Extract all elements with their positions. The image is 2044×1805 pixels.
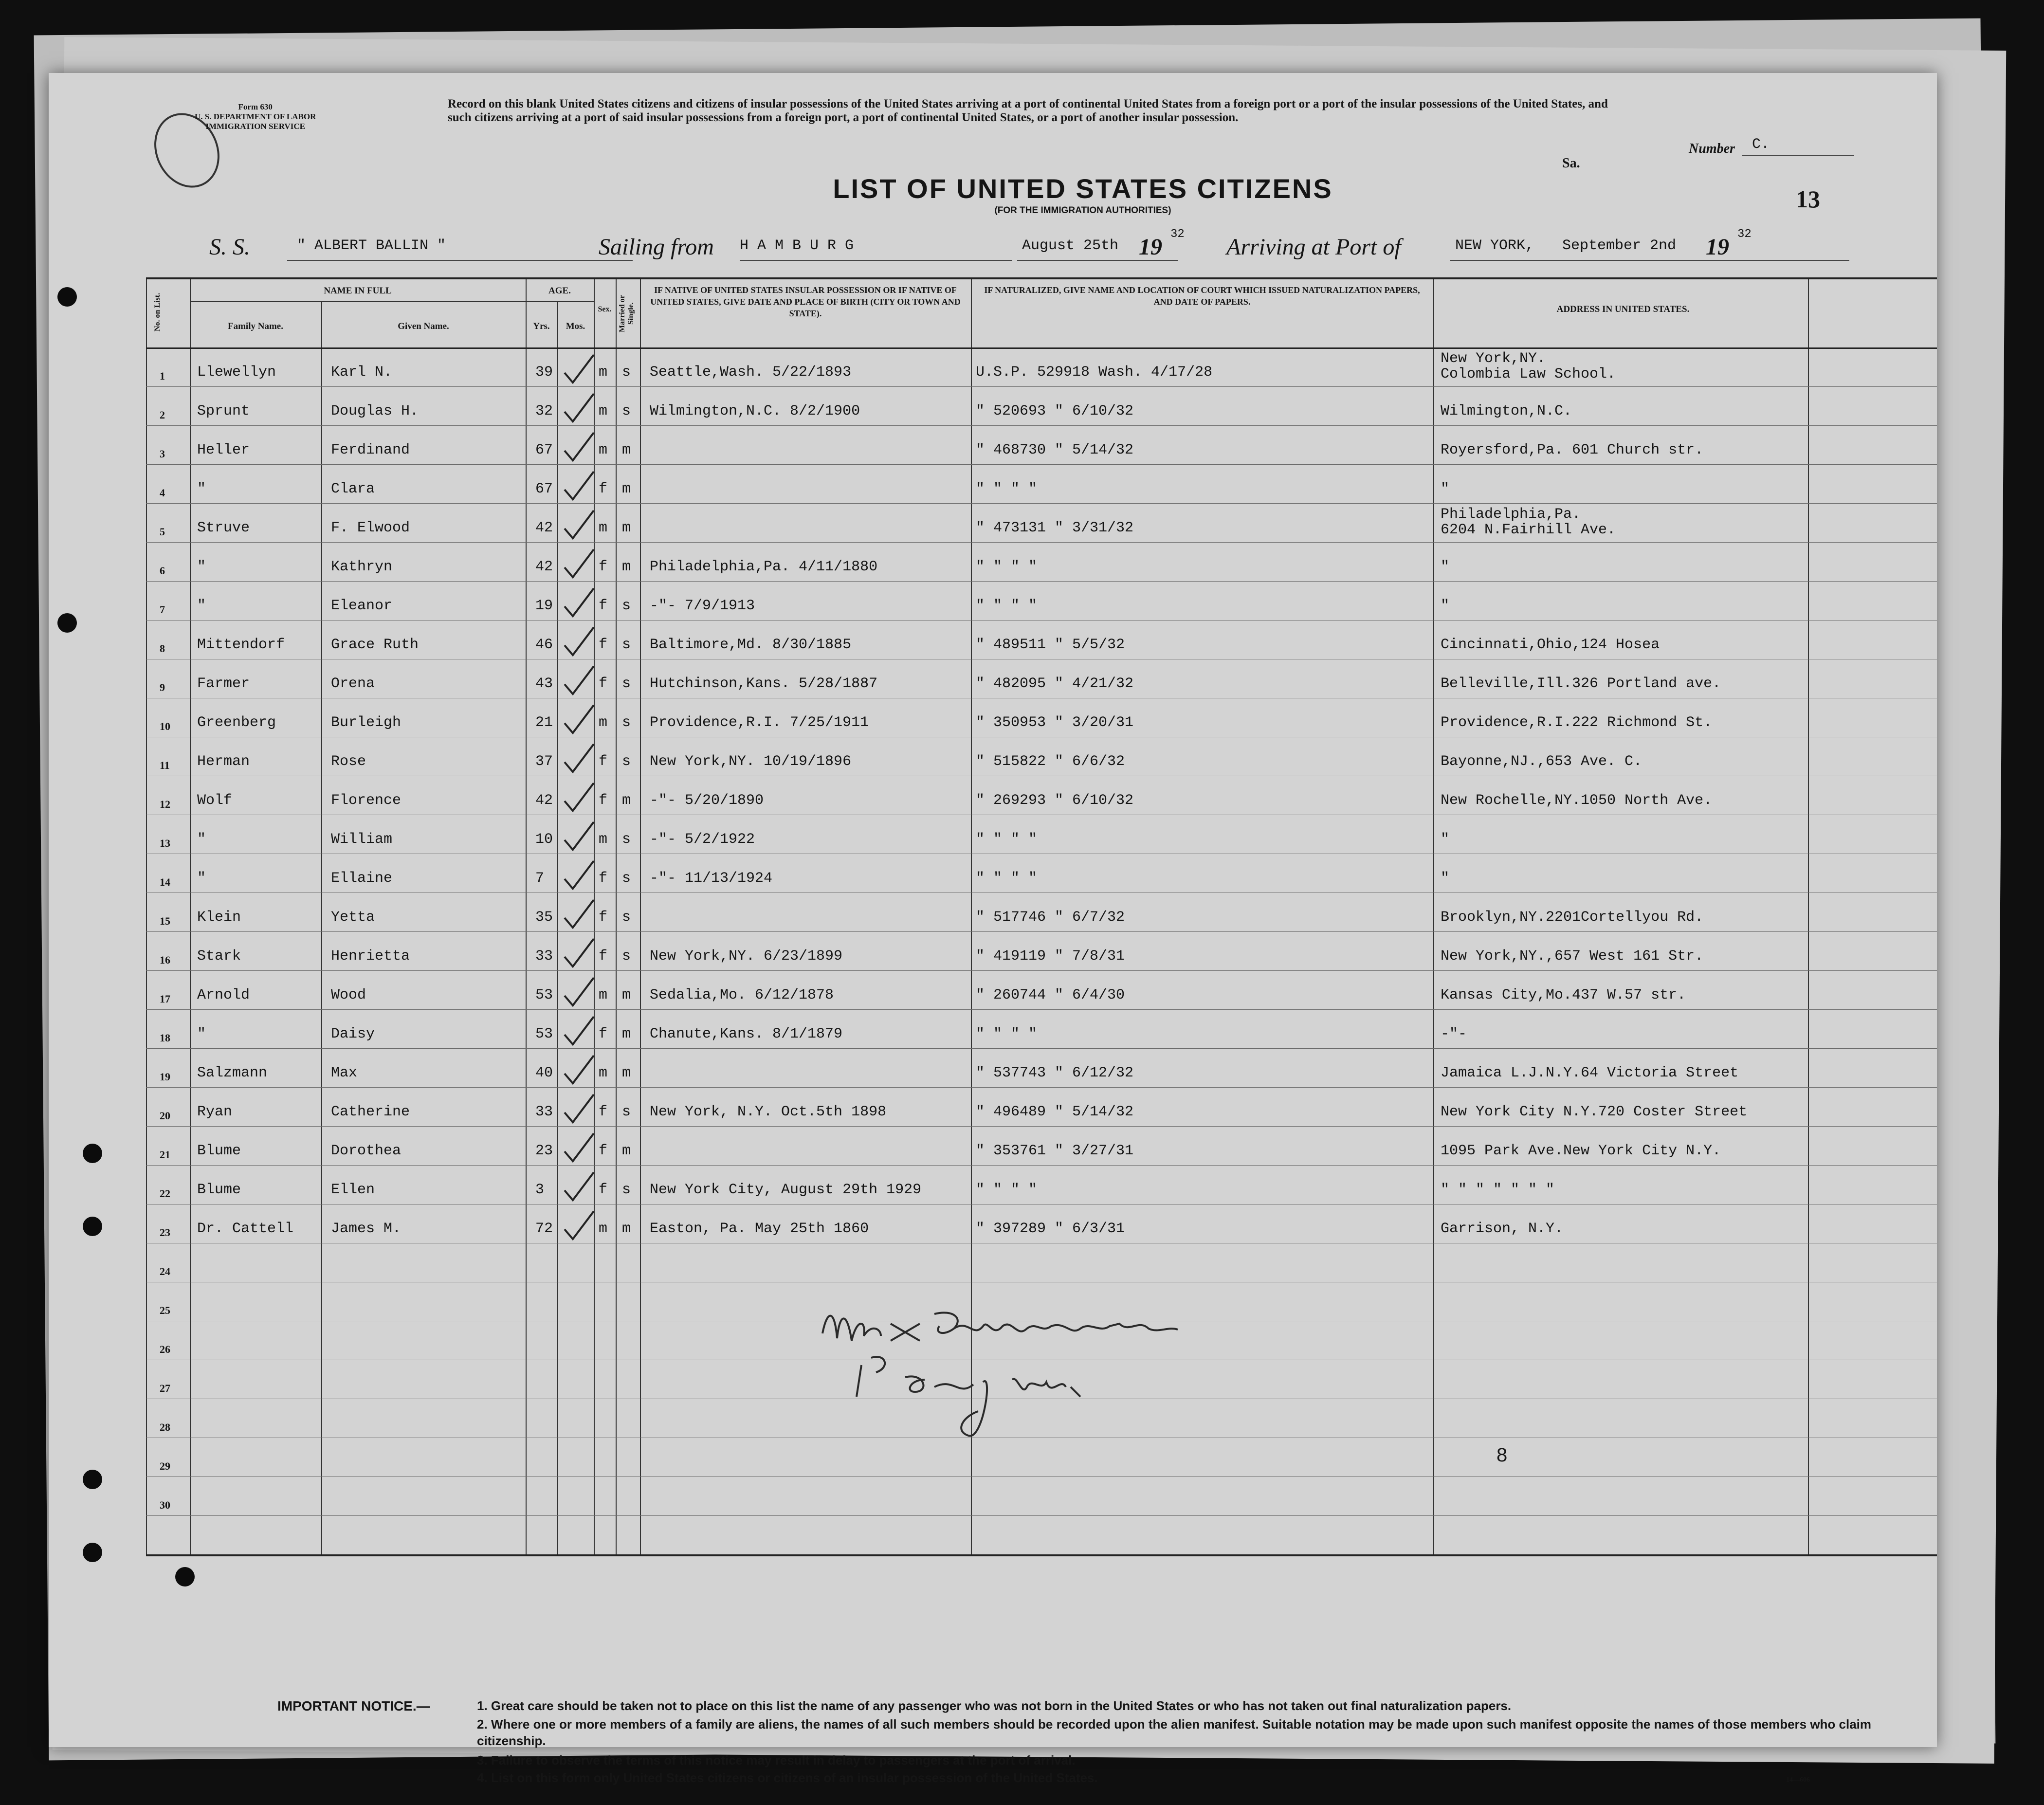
marital-status: s [622, 364, 631, 381]
row-number: 5 [160, 526, 165, 538]
sailing-label: Sailing from [599, 234, 714, 260]
marital-status: m [622, 1026, 631, 1042]
birth-place-date: -"- 11/13/1924 [650, 870, 773, 887]
departure-port: H A M B U R G [740, 237, 854, 254]
row-rule [146, 425, 1937, 426]
sex: m [599, 442, 608, 458]
age-years: 53 [535, 1026, 553, 1042]
year-prefix: 19 [1139, 234, 1162, 260]
row-number: 1 [160, 370, 165, 382]
address: New York,NY. [1441, 350, 1546, 367]
header-sex: Sex. [598, 305, 612, 313]
marital-status: s [622, 909, 631, 926]
check-mark-icon [562, 1209, 596, 1243]
given-name: Burleigh [331, 714, 402, 731]
family-name: Dr. Cattell [197, 1221, 294, 1237]
given-name: F. Elwood [331, 520, 410, 536]
arriving-label: Arriving at Port of [1226, 234, 1401, 260]
ship-name: " ALBERT BALLIN " [297, 237, 446, 254]
arrival-underline [1450, 260, 1849, 261]
given-name: Douglas H. [331, 403, 419, 419]
inspector-signature [808, 1299, 1246, 1445]
row-number: 30 [160, 1499, 170, 1511]
family-name: Wolf [197, 792, 233, 809]
given-name: Yetta [331, 909, 375, 926]
family-name: Herman [197, 753, 250, 770]
age-years: 42 [535, 559, 553, 575]
naturalization: " 269293 " 6/10/32 [976, 792, 1134, 809]
check-mark-icon [562, 1092, 596, 1126]
birth-place-date: Wilmington,N.C. 8/2/1900 [650, 403, 860, 419]
given-name: Rose [331, 753, 366, 770]
family-name: Ryan [197, 1104, 233, 1120]
given-name: Henrietta [331, 948, 410, 965]
age-years: 46 [535, 637, 553, 653]
age-years: 39 [535, 364, 553, 381]
sa-mark: Sa. [1562, 156, 1580, 171]
address: Jamaica L.J.N.Y.64 Victoria Street [1441, 1065, 1739, 1081]
family-name: Sprunt [197, 403, 250, 419]
birth-place-date: New York, N.Y. Oct.5th 1898 [650, 1104, 887, 1120]
sex: f [599, 1143, 608, 1159]
row-rule [146, 1009, 1937, 1010]
punch-hole [83, 1144, 102, 1163]
header-age: AGE. [548, 286, 571, 296]
row-number: 7 [160, 603, 165, 616]
age-years: 33 [535, 948, 553, 965]
marital-status: s [622, 1104, 631, 1120]
address-line-2: 6204 N.Fairhill Ave. [1441, 522, 1616, 538]
row-rule [146, 1048, 1937, 1049]
check-mark-icon [562, 547, 596, 581]
family-name: " [197, 1026, 206, 1042]
row-number: 11 [160, 759, 170, 771]
given-name: Karl N. [331, 364, 393, 381]
sex: f [599, 598, 608, 614]
row-number: 3 [160, 448, 165, 460]
naturalization: " " " " [976, 831, 1038, 848]
age-years: 72 [535, 1221, 553, 1237]
naturalization: " " " " [976, 1026, 1038, 1042]
birth-place-date: Seattle,Wash. 5/22/1893 [650, 364, 852, 381]
row-rule [146, 1165, 1937, 1166]
marital-status: s [622, 753, 631, 770]
check-mark-icon [562, 1131, 596, 1165]
number-underline [1742, 155, 1854, 156]
sex: m [599, 831, 608, 848]
check-mark-icon [562, 430, 596, 464]
sex: m [599, 1221, 608, 1237]
address: Royersford,Pa. 601 Church str. [1441, 442, 1704, 458]
check-mark-icon [562, 508, 596, 542]
naturalization: " 353761 " 3/27/31 [976, 1143, 1134, 1159]
age-years: 21 [535, 714, 553, 731]
sex: f [599, 675, 608, 692]
row-number: 22 [160, 1187, 170, 1200]
check-mark-icon [562, 781, 596, 815]
birth-place-date: Easton, Pa. May 25th 1860 [650, 1221, 869, 1237]
birth-place-date: New York,NY. 10/19/1896 [650, 753, 852, 770]
marital-status: m [622, 987, 631, 1003]
address: Garrison, N.Y. [1441, 1221, 1564, 1237]
age-years: 43 [535, 675, 553, 692]
given-name: Ellen [331, 1182, 375, 1198]
row-rule [146, 931, 1937, 932]
punch-hole [83, 1217, 102, 1236]
age-years: 67 [535, 442, 553, 458]
address: " [1441, 870, 1450, 887]
naturalization: " 468730 " 5/14/32 [976, 442, 1134, 458]
row-number: 23 [160, 1226, 170, 1239]
row-number: 4 [160, 487, 165, 499]
family-name: Heller [197, 442, 250, 458]
row-rule [146, 464, 1937, 465]
check-mark-icon [562, 391, 596, 425]
check-mark-icon [562, 469, 596, 503]
check-mark-icon [562, 1170, 596, 1204]
address: " [1441, 831, 1450, 848]
sheet-mark: 8 [1496, 1444, 1508, 1466]
arrival-date: September 2nd [1562, 237, 1677, 254]
naturalization: " 260744 " 6/4/30 [976, 987, 1125, 1003]
check-mark-icon [562, 820, 596, 854]
record-instructions: Record on this blank United States citizens and citizens of insular possessions of the United States arriving at a port of continental United States from a foreign port or a port of the insular possessions of the United States, and such citizens arriving at a port of said insular possessions from a foreign port, a port of continental United States, or a port of another insular possession. [448, 97, 1608, 124]
age-years: 32 [535, 403, 553, 419]
sex: f [599, 1182, 608, 1198]
row-rule [146, 542, 1937, 543]
punch-hole [175, 1567, 195, 1586]
check-mark-icon [562, 625, 596, 659]
age-years: 67 [535, 481, 553, 497]
marital-status: s [622, 675, 631, 692]
sex: f [599, 481, 608, 497]
given-name: Dorothea [331, 1143, 402, 1159]
punch-hole [83, 1543, 102, 1562]
sex: f [599, 753, 608, 770]
given-name: Orena [331, 675, 375, 692]
notice-label: IMPORTANT NOTICE.— [277, 1698, 430, 1714]
year-suffix: 32 [1737, 228, 1752, 241]
row-number: 16 [160, 954, 170, 966]
notice-code: 14—606 [1786, 1776, 1810, 1784]
row-number: 10 [160, 720, 170, 732]
address: " " " " " " " [1441, 1182, 1555, 1198]
family-name: Mittendorf [197, 637, 285, 653]
check-mark-icon [562, 897, 596, 931]
year-suffix: 32 [1170, 228, 1185, 241]
given-name: William [331, 831, 393, 848]
birth-place-date: -"- 5/2/1922 [650, 831, 755, 848]
address: -"- [1441, 1026, 1467, 1042]
sex: m [599, 1065, 608, 1081]
check-mark-icon [562, 1014, 596, 1048]
check-mark-icon [562, 664, 596, 698]
notice-item: 2. Where one or more members of a family are aliens, the names of all such members should be recorded upon the alien manifest. Suitable notation may be made upon such manifest opposite the names of those members who claim citizenship. [477, 1717, 1872, 1748]
marital-status: s [622, 403, 631, 419]
row-number: 13 [160, 837, 170, 849]
row-number: 15 [160, 915, 170, 927]
row-rule [146, 503, 1937, 504]
sex: m [599, 364, 608, 381]
age-years: 37 [535, 753, 553, 770]
sex: f [599, 559, 608, 575]
family-name: Llewellyn [197, 364, 276, 381]
family-name: Blume [197, 1182, 241, 1198]
row-rule [146, 1515, 1937, 1516]
address: " [1441, 481, 1450, 497]
age-years: 23 [535, 1143, 553, 1159]
row-number: 18 [160, 1032, 170, 1044]
family-name: Farmer [197, 675, 250, 692]
marital-status: s [622, 598, 631, 614]
sex: f [599, 637, 608, 653]
check-mark-icon [562, 742, 596, 776]
sex: m [599, 987, 608, 1003]
family-name: Struve [197, 520, 250, 536]
naturalization: " 473131 " 3/31/32 [976, 520, 1134, 536]
header-married-single: Married or Single. [618, 295, 635, 332]
marital-status: m [622, 442, 631, 458]
age-years: 19 [535, 598, 553, 614]
row-number: 26 [160, 1343, 170, 1355]
age-years: 42 [535, 792, 553, 809]
family-name: Greenberg [197, 714, 276, 731]
marital-status: s [622, 637, 631, 653]
sex: f [599, 792, 608, 809]
family-name: Klein [197, 909, 241, 926]
arrival-port: NEW YORK, [1455, 237, 1534, 254]
address: " [1441, 598, 1450, 614]
header-address: ADDRESS IN UNITED STATES. [1556, 304, 1690, 314]
given-name: Daisy [331, 1026, 375, 1042]
birth-place-date: Philadelphia,Pa. 4/11/1880 [650, 559, 878, 575]
punch-hole [57, 613, 77, 633]
age-years: 42 [535, 520, 553, 536]
address: Cincinnati,Ohio,124 Hosea [1441, 637, 1660, 653]
check-mark-icon [562, 1053, 596, 1087]
family-name: " [197, 598, 206, 614]
given-name: Clara [331, 481, 375, 497]
age-years: 3 [535, 1182, 545, 1198]
number-value: C. [1752, 136, 1770, 153]
given-name: Max [331, 1065, 358, 1081]
row-number: 14 [160, 876, 170, 888]
birth-place-date: Chanute,Kans. 8/1/1879 [650, 1026, 843, 1042]
address: Wilmington,N.C. [1441, 403, 1572, 419]
given-name: Wood [331, 987, 366, 1003]
check-mark-icon [562, 352, 596, 386]
address: Brooklyn,NY.2201Cortellyou Rd. [1441, 909, 1704, 926]
naturalization: " 496489 " 5/14/32 [976, 1104, 1134, 1120]
address: 1095 Park Ave.New York City N.Y. [1441, 1143, 1721, 1159]
naturalization: " 517746 " 6/7/32 [976, 909, 1125, 926]
year-prefix: 19 [1706, 234, 1729, 260]
family-name: " [197, 831, 206, 848]
row-number: 12 [160, 798, 170, 810]
row-number: 27 [160, 1382, 170, 1394]
naturalization: " 515822 " 6/6/32 [976, 753, 1125, 770]
marital-status: m [622, 520, 631, 536]
row-number: 19 [160, 1071, 170, 1083]
row-rule [146, 1126, 1937, 1127]
birth-place-date: Sedalia,Mo. 6/12/1878 [650, 987, 834, 1003]
naturalization: " 350953 " 3/20/31 [976, 714, 1134, 731]
sex: f [599, 948, 608, 965]
family-name: Arnold [197, 987, 250, 1003]
given-name: Kathryn [331, 559, 393, 575]
header-family-name: Family Name. [228, 321, 283, 331]
row-number: 8 [160, 642, 165, 655]
given-name: Florence [331, 792, 402, 809]
family-name: Stark [197, 948, 241, 965]
given-name: Eleanor [331, 598, 393, 614]
birth-place-date: New York,NY. 6/23/1899 [650, 948, 843, 965]
birth-place-date: Hutchinson,Kans. 5/28/1887 [650, 675, 878, 692]
row-number: 17 [160, 993, 170, 1005]
row-rule [146, 1087, 1937, 1088]
marital-status: s [622, 831, 631, 848]
address-line-2: Colombia Law School. [1441, 366, 1616, 383]
sex: f [599, 1026, 608, 1042]
naturalization: U.S.P. 529918 Wash. 4/17/28 [976, 364, 1213, 381]
address: New York,NY.,657 West 161 Str. [1441, 948, 1704, 965]
row-rule [146, 581, 1937, 582]
birth-place-date: Providence,R.I. 7/25/1911 [650, 714, 869, 731]
ship-underline [287, 260, 633, 261]
row-number: 24 [160, 1265, 170, 1277]
row-number: 25 [160, 1304, 170, 1316]
naturalization: " " " " [976, 598, 1038, 614]
family-name: Blume [197, 1143, 241, 1159]
header-yrs: Yrs. [533, 321, 550, 331]
family-name: Salzmann [197, 1065, 268, 1081]
ss-label: S. S. [209, 234, 250, 260]
header-given-name: Given Name. [398, 321, 449, 331]
sex: m [599, 714, 608, 731]
address: New Rochelle,NY.1050 North Ave. [1441, 792, 1713, 809]
row-number: 29 [160, 1460, 170, 1472]
naturalization: " " " " [976, 870, 1038, 887]
age-years: 10 [535, 831, 553, 848]
check-mark-icon [562, 703, 596, 737]
address: Belleville,Ill.326 Portland ave. [1441, 675, 1721, 692]
age-years: 40 [535, 1065, 553, 1081]
form-identifier: Form 630 U. S. DEPARTMENT OF LABOR IMMIGRATION SERVICE [195, 102, 316, 131]
row-rule [146, 386, 1937, 387]
row-number: 21 [160, 1149, 170, 1161]
check-mark-icon [562, 858, 596, 893]
page-title: LIST OF UNITED STATES CITIZENS [833, 173, 1333, 204]
birth-place-date: -"- 5/20/1890 [650, 792, 764, 809]
naturalization: " 397289 " 6/3/31 [976, 1221, 1125, 1237]
family-name: " [197, 559, 206, 575]
address: " [1441, 559, 1450, 575]
header-native-birth: IF NATIVE OF UNITED STATES INSULAR POSSESSION OR IF NATIVE OF UNITED STATES, GIVE DATE AND PLACE OF BIRTH (CITY OR TOWN AND STATE). [650, 285, 961, 318]
check-mark-icon [562, 936, 596, 970]
marital-status: s [622, 870, 631, 887]
address: Kansas City,Mo.437 W.57 str. [1441, 987, 1686, 1003]
punch-hole [57, 287, 77, 307]
given-name: Ferdinand [331, 442, 410, 458]
address: New York City N.Y.720 Coster Street [1441, 1104, 1748, 1120]
row-number: 9 [160, 681, 165, 693]
page-number: 13 [1796, 185, 1820, 213]
sex: f [599, 1104, 608, 1120]
sex: m [599, 520, 608, 536]
marital-status: m [622, 559, 631, 575]
sex: m [599, 403, 608, 419]
naturalization: " " " " [976, 559, 1038, 575]
address: Philadelphia,Pa. [1441, 506, 1581, 523]
punch-hole [83, 1470, 102, 1489]
row-number: 2 [160, 409, 165, 421]
naturalization: " 489511 " 5/5/32 [976, 637, 1125, 653]
notice-item: 3. Failure to observe the terms of this notice may result in delay to passengers at the port of arrival. [477, 1753, 1076, 1768]
header-name-in-full: NAME IN FULL [324, 286, 392, 296]
marital-status: m [622, 1065, 631, 1081]
sex: f [599, 909, 608, 926]
marital-status: m [622, 1143, 631, 1159]
address: Providence,R.I.222 Richmond St. [1441, 714, 1713, 731]
marital-status: m [622, 1221, 631, 1237]
naturalization: " 482095 " 4/21/32 [976, 675, 1134, 692]
family-name: " [197, 870, 206, 887]
notice-item: 4. List on this form only United States citizens or citizens of an insular possession of the United States. [477, 1770, 1098, 1785]
page-subtitle: (FOR THE IMMIGRATION AUTHORITIES) [994, 205, 1171, 216]
marital-status: m [622, 792, 631, 809]
notice-item: 1. Great care should be taken not to place on this list the name of any passenger who was not born in the United States or who has not taken out final naturalization papers. [477, 1698, 1512, 1713]
marital-status: s [622, 948, 631, 965]
birth-place-date: -"- 7/9/1913 [650, 598, 755, 614]
naturalization: " 419119 " 7/8/31 [976, 948, 1125, 965]
given-name: Ellaine [331, 870, 393, 887]
birth-place-date: New York City, August 29th 1929 [650, 1182, 922, 1198]
check-mark-icon [562, 586, 596, 620]
naturalization: " " " " [976, 481, 1038, 497]
given-name: Catherine [331, 1104, 410, 1120]
age-years: 53 [535, 987, 553, 1003]
number-label: Number [1689, 141, 1735, 156]
address: Bayonne,NJ.,653 Ave. C. [1441, 753, 1642, 770]
row-number: 28 [160, 1421, 170, 1433]
departure-date: August 25th [1022, 237, 1119, 254]
manifest-page [49, 73, 1937, 1785]
marital-status: s [622, 1182, 631, 1198]
naturalization: " 520693 " 6/10/32 [976, 403, 1134, 419]
given-name: Grace Ruth [331, 637, 419, 653]
port-underline [740, 260, 1012, 261]
given-name: James M. [331, 1221, 402, 1237]
row-number: 6 [160, 565, 165, 577]
header-naturalized: IF NATURALIZED, GIVE NAME AND LOCATION OF COURT WHICH ISSUED NATURALIZATION PAPERS, AND DATE OF PAPERS. [984, 285, 1420, 307]
marital-status: s [622, 714, 631, 731]
birth-place-date: Baltimore,Md. 8/30/1885 [650, 637, 852, 653]
header-mos: Mos. [566, 321, 585, 331]
header-no-on-list: No. on List. [153, 292, 162, 332]
age-years: 35 [535, 909, 553, 926]
age-years: 33 [535, 1104, 553, 1120]
sex: f [599, 870, 608, 887]
naturalization: " " " " [976, 1182, 1038, 1198]
age-years: 7 [535, 870, 545, 887]
check-mark-icon [562, 975, 596, 1009]
marital-status: m [622, 481, 631, 497]
row-number: 20 [160, 1110, 170, 1122]
family-name: " [197, 481, 206, 497]
naturalization: " 537743 " 6/12/32 [976, 1065, 1134, 1081]
row-rule [146, 970, 1937, 971]
